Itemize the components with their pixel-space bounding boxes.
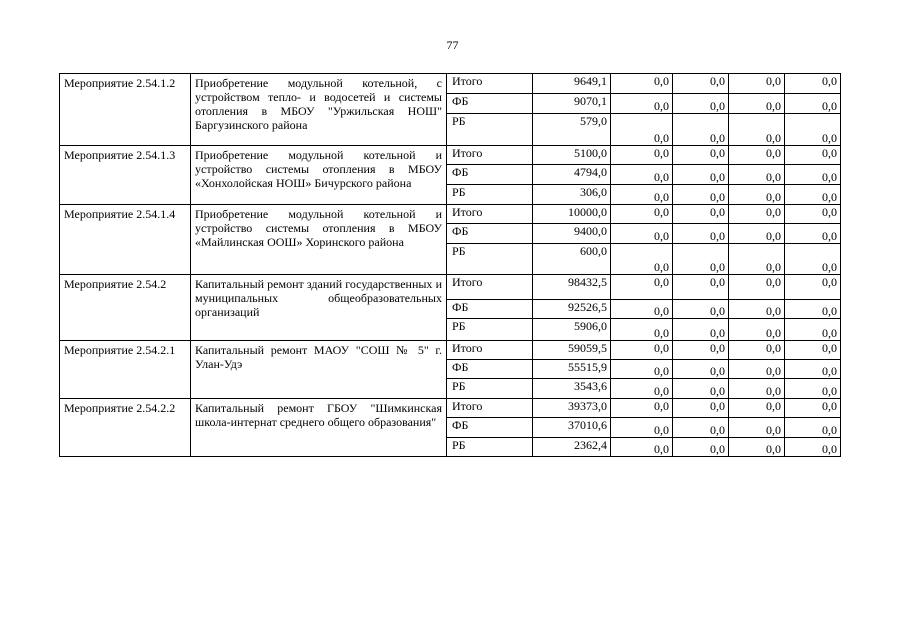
year-amount-cell: 0,0 xyxy=(785,185,841,205)
year-amount-cell: 0,0 xyxy=(729,185,785,205)
total-amount-cell: 4794,0 xyxy=(533,165,611,185)
event-description-cell: Капитальный ремонт зданий государственных и муниципальных общеобразовательных организаций xyxy=(191,275,447,341)
funding-source-cell: РБ xyxy=(447,438,533,457)
year-amount-cell: 0,0 xyxy=(729,74,785,94)
total-amount-cell: 10000,0 xyxy=(533,205,611,224)
year-amount-cell: 0,0 xyxy=(611,165,673,185)
total-amount-cell: 98432,5 xyxy=(533,275,611,300)
year-amount-cell: 0,0 xyxy=(611,244,673,275)
total-amount-cell: 9400,0 xyxy=(533,224,611,244)
event-code-cell: Мероприятие 2.54.1.4 xyxy=(60,205,191,275)
funding-source-cell: РБ xyxy=(447,114,533,146)
year-amount-cell: 0,0 xyxy=(729,165,785,185)
year-amount-cell: 0,0 xyxy=(673,399,729,418)
year-amount-cell: 0,0 xyxy=(729,418,785,438)
event-code-cell: Мероприятие 2.54.1.3 xyxy=(60,146,191,205)
year-amount-cell: 0,0 xyxy=(611,379,673,399)
year-amount-cell: 0,0 xyxy=(729,438,785,457)
funding-source-cell: Итого xyxy=(447,399,533,418)
funding-source-cell: Итого xyxy=(447,146,533,165)
year-amount-cell: 0,0 xyxy=(611,185,673,205)
year-amount-cell: 0,0 xyxy=(673,74,729,94)
year-amount-cell: 0,0 xyxy=(785,94,841,114)
page-number: 77 xyxy=(446,38,459,52)
funding-source-cell: ФБ xyxy=(447,300,533,319)
year-amount-cell: 0,0 xyxy=(611,341,673,360)
year-amount-cell: 0,0 xyxy=(785,165,841,185)
year-amount-cell: 0,0 xyxy=(785,244,841,275)
year-amount-cell: 0,0 xyxy=(785,205,841,224)
total-amount-cell: 5100,0 xyxy=(533,146,611,165)
year-amount-cell: 0,0 xyxy=(729,300,785,319)
total-amount-cell: 59059,5 xyxy=(533,341,611,360)
total-amount-cell: 579,0 xyxy=(533,114,611,146)
year-amount-cell: 0,0 xyxy=(673,244,729,275)
total-amount-cell: 9070,1 xyxy=(533,94,611,114)
year-amount-cell: 0,0 xyxy=(673,319,729,341)
year-amount-cell: 0,0 xyxy=(729,319,785,341)
year-amount-cell: 0,0 xyxy=(611,146,673,165)
funding-source-cell: РБ xyxy=(447,319,533,341)
event-code-cell: Мероприятие 2.54.1.2 xyxy=(60,74,191,146)
year-amount-cell: 0,0 xyxy=(785,114,841,146)
total-amount-cell: 5906,0 xyxy=(533,319,611,341)
year-amount-cell: 0,0 xyxy=(673,360,729,379)
year-amount-cell: 0,0 xyxy=(729,399,785,418)
table-row xyxy=(60,399,841,418)
total-amount-cell: 9649,1 xyxy=(533,74,611,94)
year-amount-cell: 0,0 xyxy=(673,300,729,319)
year-amount-cell: 0,0 xyxy=(785,275,841,300)
funding-source-cell: ФБ xyxy=(447,94,533,114)
year-amount-cell: 0,0 xyxy=(673,379,729,399)
year-amount-cell: 0,0 xyxy=(729,224,785,244)
funding-source-cell: Итого xyxy=(447,205,533,224)
year-amount-cell: 0,0 xyxy=(611,300,673,319)
year-amount-cell: 0,0 xyxy=(611,74,673,94)
total-amount-cell: 306,0 xyxy=(533,185,611,205)
year-amount-cell: 0,0 xyxy=(673,94,729,114)
event-description-cell: Капитальный ремонт МАОУ "СОШ № 5" г. Улан-Удэ xyxy=(191,341,447,399)
year-amount-cell: 0,0 xyxy=(729,94,785,114)
year-amount-cell: 0,0 xyxy=(785,146,841,165)
year-amount-cell: 0,0 xyxy=(729,244,785,275)
funding-source-cell: ФБ xyxy=(447,360,533,379)
year-amount-cell: 0,0 xyxy=(729,205,785,224)
year-amount-cell: 0,0 xyxy=(611,360,673,379)
funding-source-cell: Итого xyxy=(447,74,533,94)
year-amount-cell: 0,0 xyxy=(785,399,841,418)
year-amount-cell: 0,0 xyxy=(673,205,729,224)
table-row xyxy=(60,74,841,94)
year-amount-cell: 0,0 xyxy=(611,418,673,438)
total-amount-cell: 3543,6 xyxy=(533,379,611,399)
year-amount-cell: 0,0 xyxy=(673,114,729,146)
total-amount-cell: 39373,0 xyxy=(533,399,611,418)
event-description-cell: Капитальный ремонт ГБОУ "Шимкинская школа-интернат среднего общего образования" xyxy=(191,399,447,457)
funding-source-cell: ФБ xyxy=(447,224,533,244)
year-amount-cell: 0,0 xyxy=(785,319,841,341)
year-amount-cell: 0,0 xyxy=(785,224,841,244)
total-amount-cell: 37010,6 xyxy=(533,418,611,438)
event-description-cell: Приобретение модульной котельной, с устройством тепло- и водосетей и системы отопления в МБОУ "Уржильская НОШ" Баргузинского района xyxy=(191,74,447,146)
total-amount-cell: 55515,9 xyxy=(533,360,611,379)
funding-source-cell: Итого xyxy=(447,341,533,360)
total-amount-cell: 92526,5 xyxy=(533,300,611,319)
year-amount-cell: 0,0 xyxy=(673,341,729,360)
year-amount-cell: 0,0 xyxy=(785,438,841,457)
event-description-cell: Приобретение модульной котельной и устройство системы отопления в МБОУ «Майлинская ООШ» Хоринского района xyxy=(191,205,447,275)
year-amount-cell: 0,0 xyxy=(673,146,729,165)
year-amount-cell: 0,0 xyxy=(673,224,729,244)
year-amount-cell: 0,0 xyxy=(611,319,673,341)
funding-source-cell: Итого xyxy=(447,275,533,300)
year-amount-cell: 0,0 xyxy=(785,341,841,360)
event-code-cell: Мероприятие 2.54.2.1 xyxy=(60,341,191,399)
year-amount-cell: 0,0 xyxy=(785,379,841,399)
year-amount-cell: 0,0 xyxy=(785,74,841,94)
year-amount-cell: 0,0 xyxy=(611,205,673,224)
funding-source-cell: ФБ xyxy=(447,418,533,438)
year-amount-cell: 0,0 xyxy=(611,224,673,244)
year-amount-cell: 0,0 xyxy=(673,165,729,185)
year-amount-cell: 0,0 xyxy=(611,438,673,457)
event-code-cell: Мероприятие 2.54.2 xyxy=(60,275,191,341)
year-amount-cell: 0,0 xyxy=(673,418,729,438)
table-row xyxy=(60,146,841,165)
total-amount-cell: 600,0 xyxy=(533,244,611,275)
year-amount-cell: 0,0 xyxy=(785,360,841,379)
event-description-cell: Приобретение модульной котельной и устройство системы отопления в МБОУ «Хонхолойская НОШ» Бичурского района xyxy=(191,146,447,205)
year-amount-cell: 0,0 xyxy=(611,94,673,114)
funding-source-cell: РБ xyxy=(447,185,533,205)
funding-table xyxy=(59,73,841,457)
year-amount-cell: 0,0 xyxy=(729,146,785,165)
year-amount-cell: 0,0 xyxy=(729,360,785,379)
year-amount-cell: 0,0 xyxy=(611,399,673,418)
year-amount-cell: 0,0 xyxy=(673,275,729,300)
funding-source-cell: ФБ xyxy=(447,165,533,185)
year-amount-cell: 0,0 xyxy=(729,114,785,146)
year-amount-cell: 0,0 xyxy=(785,418,841,438)
table-row xyxy=(60,205,841,224)
table-row xyxy=(60,341,841,360)
year-amount-cell: 0,0 xyxy=(785,300,841,319)
table-body xyxy=(60,74,841,457)
year-amount-cell: 0,0 xyxy=(673,185,729,205)
year-amount-cell: 0,0 xyxy=(611,275,673,300)
year-amount-cell: 0,0 xyxy=(673,438,729,457)
event-code-cell: Мероприятие 2.54.2.2 xyxy=(60,399,191,457)
funding-source-cell: РБ xyxy=(447,379,533,399)
total-amount-cell: 2362,4 xyxy=(533,438,611,457)
year-amount-cell: 0,0 xyxy=(729,379,785,399)
table-row xyxy=(60,275,841,300)
year-amount-cell: 0,0 xyxy=(729,341,785,360)
funding-source-cell: РБ xyxy=(447,244,533,275)
year-amount-cell: 0,0 xyxy=(611,114,673,146)
year-amount-cell: 0,0 xyxy=(729,275,785,300)
